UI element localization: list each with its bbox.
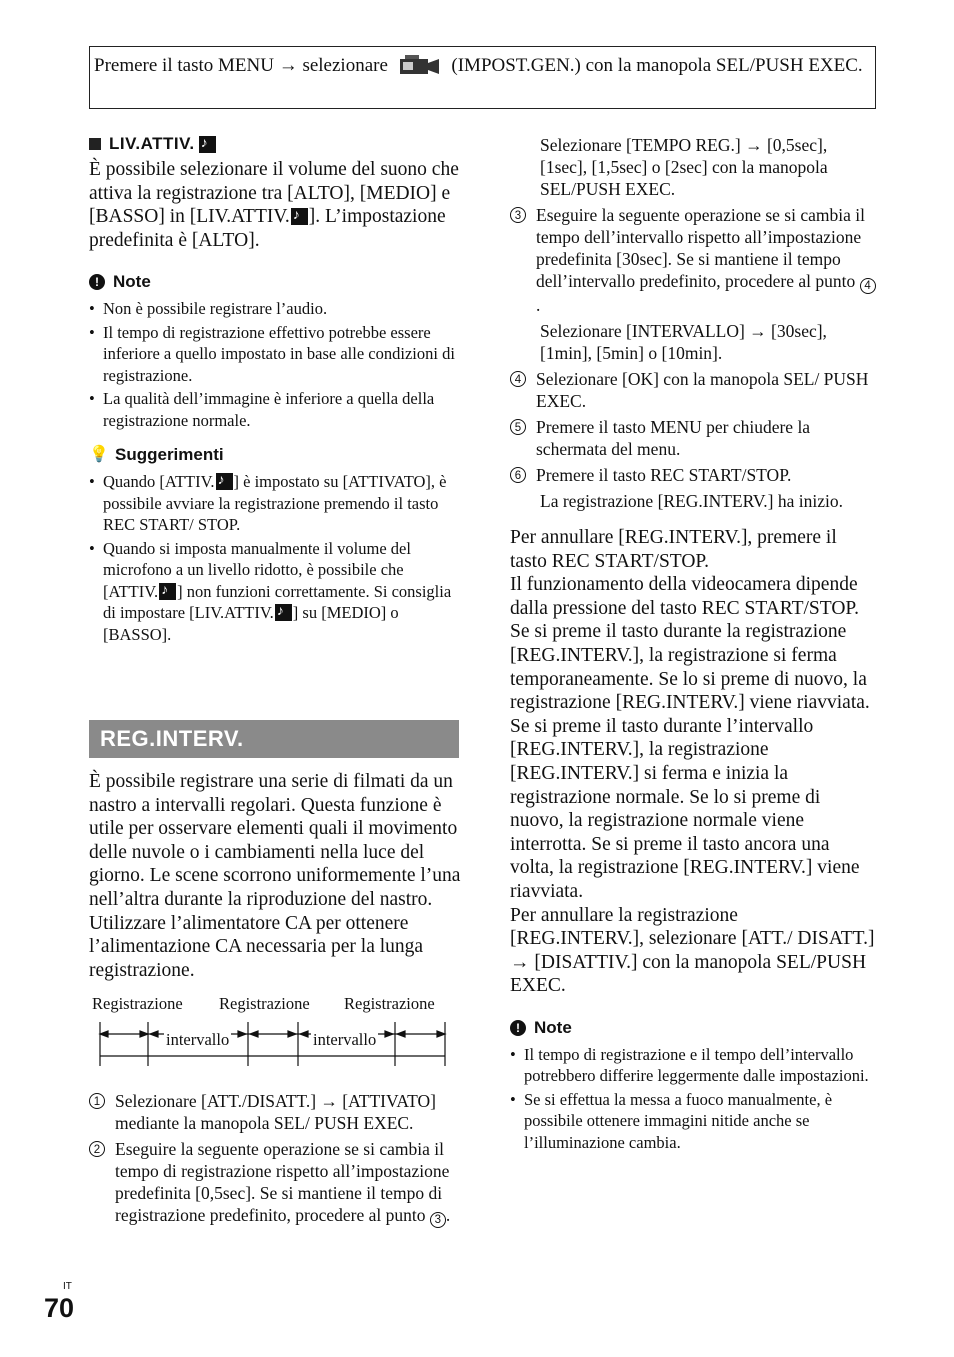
instruction-part3: (IMPOST.GEN.) con la manopola SEL/PUSH EXEC. [451,55,863,76]
step-6-substep: La registrazione [REG.INTERV.] ha inizio. [540,491,843,511]
intro-paragraph: È possibile registrare una serie di filmati da un nastro a intervalli regolari. Questa funzione è utile per osservare elementi quali il movimento delle nuvole o i cambiamenti nella luce del giorno. Le scene scorrono uniformemente l’una nell’altra durante la riproduzione del nastro. Utilizzare l’alimentatore CA per ottenere l’alimentazione CA necessaria per la lunga registrazione. [89,771,461,981]
sound-level-icon [159,583,176,600]
sound-level-icon [216,473,233,490]
page-number: 70 [44,1293,75,1323]
sound-level-icon [199,136,216,153]
liv-title: LIV.ATTIV. [109,134,195,153]
liv-body [89,158,461,252]
note-heading-2 [510,1018,876,1038]
sound-level-icon [291,208,308,225]
note-list-2 [510,1044,876,1154]
cancel2-paragraph: Per annullare la registrazione [REG.INTERV.], selezionare [ATT./ DISATT.] → [DISATTIV.] con la manopola SEL/PUSH EXEC. [510,904,875,997]
tips-list [89,471,461,645]
step-1: 1 Selezionare [ATT./DISATT.] → [ATTIVATO] mediante la manopola SEL/ PUSH EXEC. [89,1090,461,1134]
step-4: 4 Selezionare [OK] con la manopola SEL/ PUSH EXEC. [510,368,876,412]
tips-heading [89,445,461,465]
tips-title: Suggerimenti [115,445,224,465]
diagram-label: Registrazione [92,994,183,1014]
instruction-box [89,46,876,109]
note-heading [89,272,461,292]
bullet-square-icon [89,138,101,150]
timeline-graphic [89,1022,459,1072]
step-2-substep: Selezionare [TEMPO REG.] → [0,5sec], [1sec], [1,5sec] o [2sec] con la manopola SEL/PUSH EXEC. [540,135,828,199]
press1-paragraph: Se si preme il tasto durante la registrazione [REG.INTERV.], la registrazione si ferma temporaneamente. Se lo si preme di nuovo, la registrazione [REG.INTERV.] viene riavviata. [510,621,870,714]
instruction-part1: Premere il tasto MENU [94,55,274,76]
arrow-icon: → [278,55,298,76]
note-list [89,298,461,431]
note-icon: ! [89,274,105,290]
steps-left [89,1090,461,1228]
list-item: • La qualità dell’immagine è inferiore a quella della registrazione normale. [89,388,461,431]
liv-body-a: È possibile selezionare il volume del suono che attiva la registrazione tra [ALTO], [MEDIO] e [BASSO] in [LIV.ATTIV. [89,159,459,228]
language-code: IT [63,1281,72,1292]
step-2: 2 Eseguire la seguente operazione se si cambia il tempo di registrazione rispetto all’impostazione predefinita [0,5sec]. Se si mantiene il tempo di registrazione predefinito, procedere al punto 3 . [89,1138,461,1228]
press2-paragraph: Se si preme il tasto durante l’intervallo [REG.INTERV.], la registrazione [REG.INTERV.] si ferma e inizia la registrazione normale. Se lo si preme di nuovo, la registrazione normale viene interrotta. Se si preme il tasto ancora una volta, la registrazione [REG.INTERV.] viene riavviata. [510,715,860,902]
camera-settings-icon [399,54,441,76]
step-5: 5 Premere il tasto MENU per chiudere la schermata del menu. [510,416,876,460]
note-icon: ! [510,1020,526,1036]
list-item: • Non è possibile registrare l’audio. [89,298,461,320]
diagram-label: intervallo [313,1030,377,1050]
list-item: • Il tempo di registrazione effettivo potrebbe essere inferiore a quello impostato in base alle condizioni di registrazione. [89,322,461,387]
left-column [89,134,461,647]
liv-heading [89,134,461,154]
list-item: • Quando [ATTIV.♪ ] è impostato su [ATTIVATO], è possibile avviare la registrazione premendo il tasto REC START/ STOP. [89,471,461,536]
instruction-part2: selezionare [302,55,388,76]
list-item: • Quando si imposta manualmente il volume del microfono a un livello ridotto, è possibile che [ATTIV.♪ ] non funzioni correttamente. Si consiglia di impostare [LIV.ATTIV.♪ ] su [MEDIO] o [BASSO]. [89,538,461,646]
cancel-paragraph: Per annullare [REG.INTERV.], premere il tasto REC START/STOP. [510,527,837,572]
section-title: REG.INTERV. [89,720,459,758]
sound-level-icon [275,604,292,621]
interval-diagram [89,994,461,1074]
list-item: • Il tempo di registrazione e il tempo dell’intervallo potrebbero differire leggermente dalle impostazioni. [510,1044,876,1087]
list-item: • Se si effettua la messa a fuoco manualmente, è possibile ottenere immagini nitide anche se l’illuminazione cambia. [510,1089,876,1154]
step-3-substep: Selezionare [INTERVALLO] → [30sec], [1min], [5min] o [10min]. [540,321,827,363]
diagram-label: Registrazione [344,994,435,1014]
lightbulb-icon: 💡 [89,446,109,464]
note-title: Note [113,272,151,292]
step-3: 3 Eseguire la seguente operazione se si cambia il tempo dell’intervallo rispetto all’impostazione predefinita [30sec]. Se si mantiene il tempo dell’intervallo predefinito, procedere al punto 4. [510,204,876,316]
liv-body-b: ]. L’impostazione predefinita è [ALTO]. [89,206,446,251]
cancel-text [510,526,876,998]
left-column-lower [89,770,461,1228]
note-title: Note [534,1017,572,1037]
step-6: 6 Premere il tasto REC START/STOP. [510,464,876,486]
function-paragraph: Il funzionamento della videocamera dipende dalla pressione del tasto REC START/STOP. [510,574,859,619]
diagram-label: Registrazione [219,994,310,1014]
right-column [510,134,876,1155]
diagram-label: intervallo [166,1030,230,1050]
